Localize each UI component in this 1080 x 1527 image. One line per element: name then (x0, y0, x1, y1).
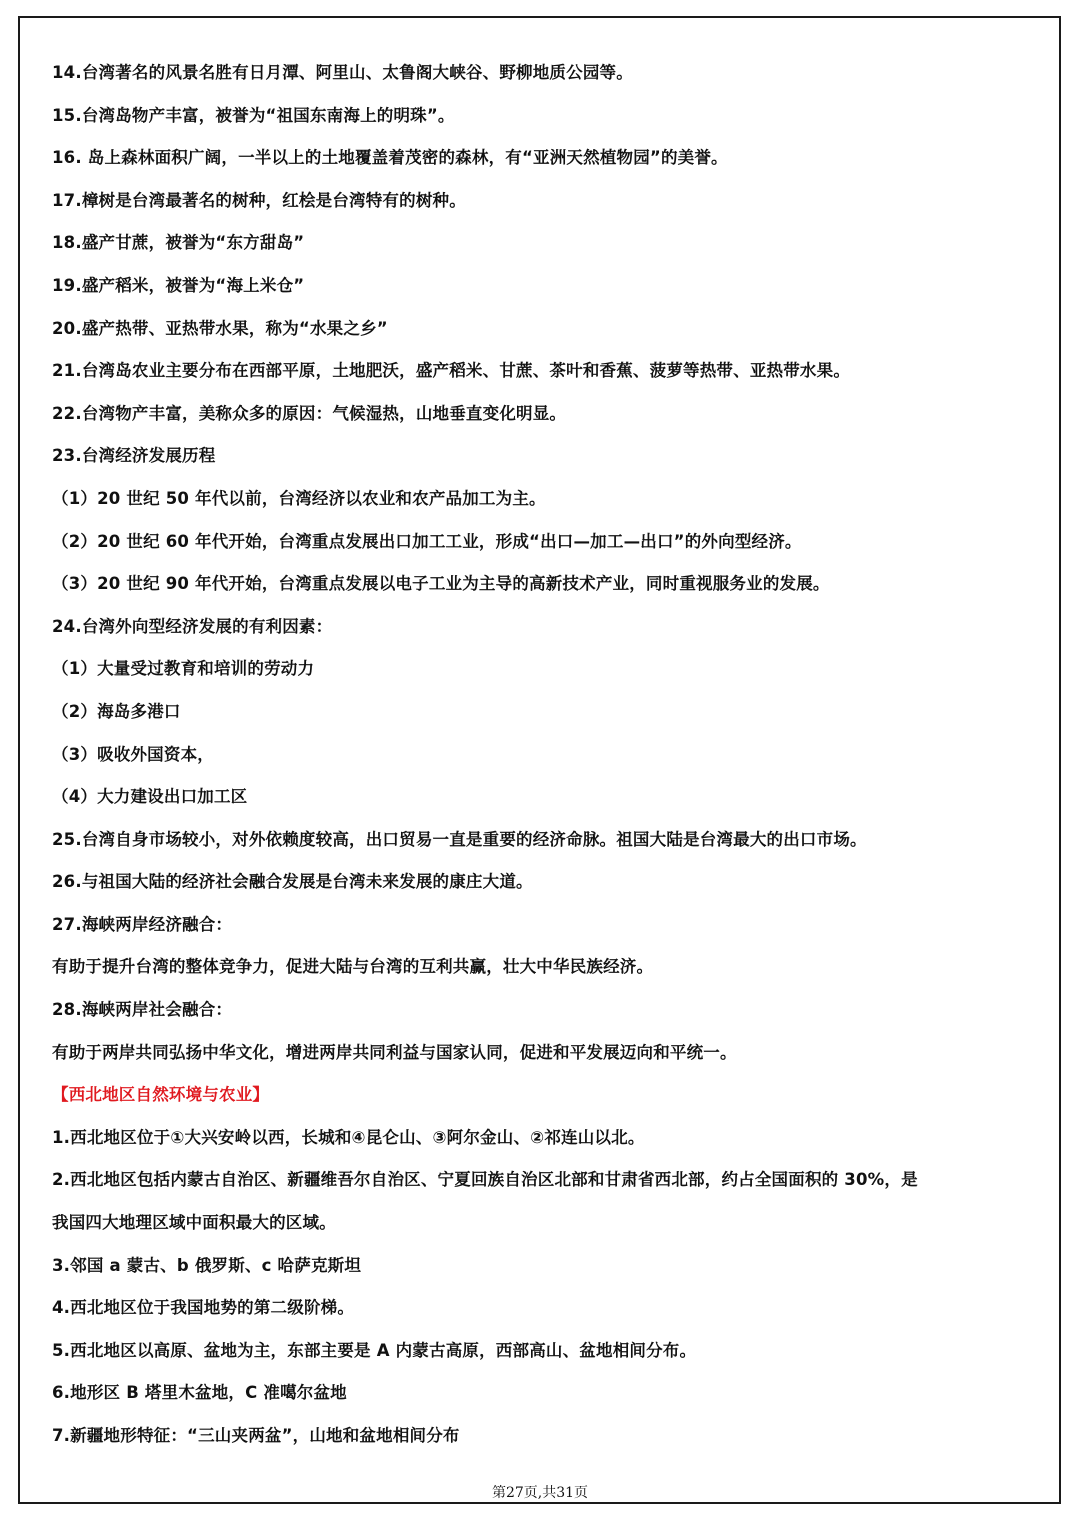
item-25: 25.台湾自身市场较小，对外依赖度较高，出口贸易一直是重要的经济命脉。祖国大陆是台湾最大的出口市场。 (52, 829, 867, 849)
item-16: 16. 岛上森林面积广阔，一半以上的土地覆盖着茂密的森林，有“亚洲天然植物园”的美誉。 (52, 148, 728, 168)
item-23-sub-3: （3）20 世纪 90 年代开始，台湾重点发展以电子工业为主导的高新技术产业，同时重视服务业的发展。 (52, 574, 830, 594)
item-19: 19.盛产稻米，被誉为“海上米仓” (52, 275, 305, 295)
page-number-footer: 第27页,共31页 (491, 1485, 589, 1501)
nw-item-2-cont: 我国四大地理区域中面积最大的区域。 (52, 1213, 336, 1233)
item-24-sub-1: （1）大量受过教育和培训的劳动力 (52, 659, 315, 679)
item-24-sub-2: （2）海岛多港口 (52, 701, 181, 721)
nw-item-2: 2.西北地区包括内蒙古自治区、新疆维吾尔自治区、宁夏回族自治区北部和甘肃省西北部，约占全国面积的 30%，是 (52, 1170, 918, 1190)
nw-item-1: 1.西北地区位于①大兴安岭以西，长城和④昆仑山、③阿尔金山、②祁连山以北。 (52, 1127, 645, 1147)
item-15: 15.台湾岛物产丰富，被誉为“祖国东南海上的明珠”。 (52, 105, 455, 125)
item-14: 14.台湾著名的风景名胜有日月潭、阿里山、太鲁阁大峡谷、野柳地质公园等。 (52, 63, 633, 82)
item-24-sub-3: （3）吸收外国资本， (52, 744, 214, 764)
nw-item-3: 3.邻国 a 蒙古、b 俄罗斯、c 哈萨克斯坦 (52, 1255, 362, 1275)
item-26: 26.与祖国大陆的经济社会融合发展是台湾未来发展的康庄大道。 (52, 872, 533, 892)
item-28-text: 有助于两岸共同弘扬中华文化，增进两岸共同利益与国家认同，促进和平发展迈向和平统一。 (52, 1042, 737, 1062)
item-17: 17.樟树是台湾最著名的树种，红桧是台湾特有的树种。 (52, 190, 466, 210)
item-24-sub-4: （4）大力建设出口加工区 (52, 787, 248, 807)
item-23-heading: 23.台湾经济发展历程 (52, 446, 216, 466)
item-27-heading: 27.海峡两岸经济融合： (52, 914, 233, 934)
item-23-sub-2: （2）20 世纪 60 年代开始，台湾重点发展出口加工工业，形成“出口—加工—出口”的外向型经济。 (52, 531, 802, 551)
nw-item-6: 6.地形区 B 塔里木盆地，C 准噶尔盆地 (52, 1383, 347, 1403)
item-24-heading: 24.台湾外向型经济发展的有利因素： (52, 616, 333, 636)
nw-item-5: 5.西北地区以高原、盆地为主，东部主要是 A 内蒙古高原，西部高山、盆地相间分布。 (52, 1340, 697, 1360)
item-23-sub-1: （1）20 世纪 50 年代以前，台湾经济以农业和农产品加工为主。 (52, 488, 546, 508)
item-28-heading: 28.海峡两岸社会融合： (52, 1000, 233, 1020)
nw-item-7: 7.新疆地形特征：“三山夹两盆”，山地和盆地相间分布 (52, 1426, 460, 1445)
item-20: 20.盛产热带、亚热带水果，称为“水果之乡” (52, 318, 388, 338)
nw-item-4: 4.西北地区位于我国地势的第二级阶梯。 (52, 1298, 355, 1318)
item-27-text: 有助于提升台湾的整体竞争力，促进大陆与台湾的互利共赢，壮大中华民族经济。 (52, 957, 654, 977)
document-body (52, 52, 1032, 1458)
item-18: 18.盛产甘蔗，被誉为“东方甜岛” (52, 233, 305, 253)
section-heading-northwest: 【西北地区自然环境与农业】 (52, 1085, 270, 1105)
item-21: 21.台湾岛农业主要分布在西部平原，土地肥沃，盛产稻米、甘蔗、茶叶和香蕉、菠萝等热带、亚热带水果。 (52, 361, 851, 381)
item-22: 22.台湾物产丰富，美称众多的原因：气候湿热，山地垂直变化明显。 (52, 403, 567, 423)
